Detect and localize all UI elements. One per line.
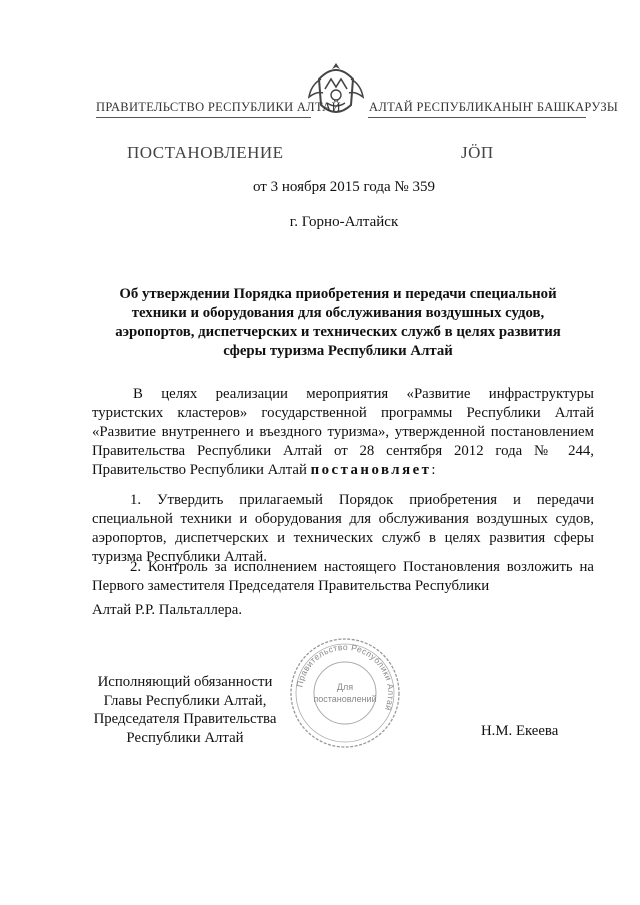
signatory-position: Исполняющий обязанности Главы Республики Алтай, Председателя Правительства Республики Алтай	[93, 674, 277, 746]
org-name-altai: АЛТАЙ РЕСПУБЛИКАНЫҤ БАШКАРУЗЫ	[369, 100, 619, 114]
doc-type-altai: ЈӦП	[461, 143, 494, 162]
org-name-russian: ПРАВИТЕЛЬСТВО РЕСПУБЛИКИ АЛТАЙ	[96, 100, 341, 114]
decree-item-2-end: Алтай Р.Р. Пальталлера.	[92, 602, 243, 618]
decree-item-2: 2. Контроль за исполнением настоящего Постановления возложить на Первого заместителя Председателя Правительства Республики	[92, 559, 594, 594]
stamp-center-line-1: Для	[336, 682, 354, 692]
decree-word: постановляет	[310, 462, 432, 478]
document-title: Об утверждении Порядка приобретения и передачи специальной техники и оборудования для обслуживания воздушных судов, аэропортов, диспетчерских и технических служб в целях развития сферы туризма Республики Алтай	[115, 286, 561, 359]
preamble-text: В целях реализации мероприятия «Развитие инфраструктуры туристских кластеров» государственной программы Республики Алтай «Развитие внутреннего и въездного туризма», утвержденной постановлением Правительства Республики Алтай от 28 сентября 2012 года № 244, Правительство Республики Алтай	[92, 386, 594, 478]
document-city: г. Горно-Алтайск	[289, 214, 399, 230]
header-rule-left	[96, 117, 311, 118]
signatory-name: Н.М. Екеева	[481, 723, 559, 739]
preamble-end: :	[431, 462, 436, 478]
seal-stamp-icon	[288, 636, 402, 750]
decree-item-1: 1. Утвердить прилагаемый Порядок приобретения и передачи специальной техники и оборудования для обслуживания воздушных судов, аэропортов, диспетчерских и технических служб в целях развития сферы туризма Республики Алтай.	[92, 492, 594, 565]
doc-type-russian: ПОСТАНОВЛЕНИЕ	[127, 143, 284, 162]
stamp-center-line-2: постановлений	[313, 694, 377, 704]
preamble-paragraph	[92, 385, 594, 480]
document-date: от 3 ноября 2015 года № 359	[253, 179, 435, 195]
stamp-ring-text: Правительство Республики Алтай	[294, 641, 397, 713]
header-rule-right	[368, 117, 586, 118]
